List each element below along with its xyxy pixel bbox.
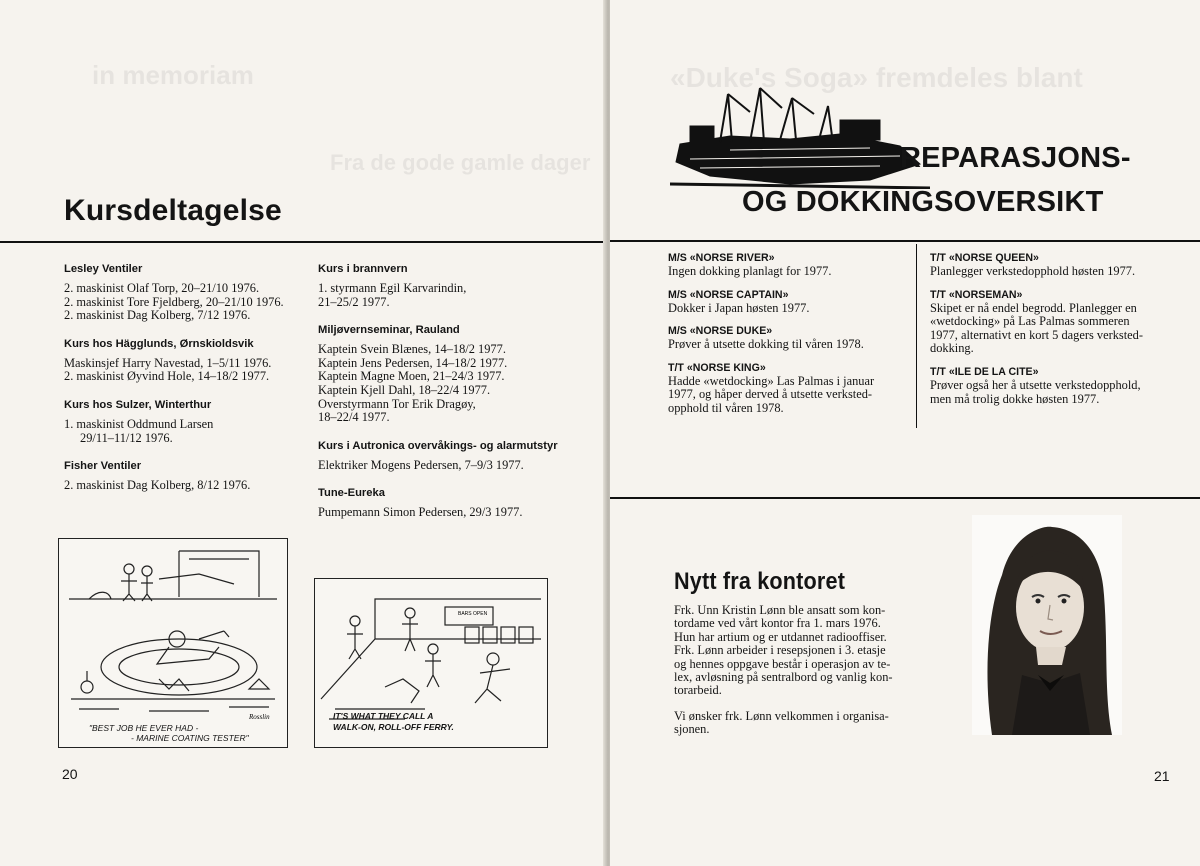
section-line: 2. maskinist Dag Kolberg, 7/12 1976. [64, 308, 251, 323]
title-rule [610, 240, 1200, 242]
section-title: Kurs i Autronica overvåkings- og alarmutstyr [318, 439, 558, 452]
right-page [610, 0, 1200, 866]
section [318, 262, 558, 309]
section-line: 1. styrmann Egil Karvarindin, [318, 281, 467, 295]
section-title: T/T «NORSE QUEEN» [930, 252, 1039, 264]
section-title: M/S «NORSE CAPTAIN» [668, 288, 789, 301]
employee-portrait [972, 515, 1122, 735]
paragraph-line: tordame ved vårt kontor fra 1. mars 1976. [674, 616, 881, 631]
section-line: «wetdocking» på Las Palmas sommeren [930, 314, 1130, 329]
ship-list-right [930, 252, 1190, 416]
cartoon-pool-drawing [59, 539, 287, 747]
section-line: Ingen dokking planlagt for 1977. [668, 264, 832, 278]
dock-illustration [670, 84, 930, 189]
section [930, 366, 1190, 406]
paragraph-line: torarbeid. [674, 683, 722, 698]
section-title: Fisher Ventiler [64, 460, 142, 473]
cartoon-ferry-caption-2: WALK-ON, ROLL-OFF FERRY. [333, 722, 454, 732]
section-line: 2. maskinist Dag Kolberg, 8/12 1976. [64, 478, 251, 493]
page-title: Kursdeltagelse [64, 194, 282, 227]
cartoon-pool [58, 538, 288, 748]
page-number-left: 20 [62, 766, 78, 782]
section-line: 1. maskinist Oddmund Larsen [64, 416, 214, 431]
portrait-drawing [972, 515, 1122, 735]
page-number-right: 21 [1154, 768, 1170, 784]
office-news-title: Nytt fra kontoret [674, 568, 846, 595]
section-line: Kaptein Svein Blænes, 14–18/2 1977. [318, 342, 506, 357]
section-title: Miljøvernseminar, Rauland [318, 324, 460, 337]
section-line: 18–22/4 1977. [318, 410, 390, 425]
cartoon-pool-caption-2: - MARINE COATING TESTER" [131, 733, 249, 743]
course-column-1 [64, 262, 314, 507]
show-through-text: «Duke's Soga» fremdeles blant [670, 62, 1083, 93]
section [930, 289, 1190, 356]
section [668, 325, 916, 352]
section-line: 1977, og håper derved å utsette verksted- [668, 387, 873, 402]
page-title-line-2: OG DOKKINGSOVERSIKT [742, 186, 1104, 218]
paragraph-line: Hun har artium og er utdannet radiooffiser. [674, 629, 887, 644]
section-line: 2. maskinist Olaf Torp, 20–21/10 1976. [64, 281, 260, 295]
section-line: Overstyrmann Tor Erik Dragøy, [318, 396, 476, 411]
section-title: Tune-Eureka [318, 487, 385, 500]
section-line: Maskinsjef Harry Navestad, 1–5/11 1976. [64, 355, 272, 370]
section-title: Kurs hos Hägglunds, Ørnskioldsvik [64, 337, 254, 350]
section-line: dokking. [930, 341, 974, 356]
section-line: 21–25/2 1977. [318, 294, 390, 309]
section [318, 439, 558, 473]
section-line: 2. maskinist Øyvind Hole, 14–18/2 1977. [64, 369, 270, 384]
cartoon-signature: Rosslin [249, 713, 270, 721]
section-line: Prøver også her å utsette verkstedopphold, [930, 377, 1141, 392]
office-paragraph-2 [674, 710, 954, 737]
column-divider [916, 244, 917, 428]
paragraph-line: Vi ønsker frk. Lønn velkommen i organisa- [674, 708, 889, 723]
office-paragraph-1 [674, 604, 954, 698]
office-news-body [674, 604, 954, 749]
section-title: T/T «NORSEMAN» [930, 288, 1023, 301]
paragraph-line: sjonen. [674, 722, 710, 737]
section [64, 337, 314, 384]
section-line: 2. maskinist Tore Fjeldberg, 20–21/10 1976. [64, 294, 284, 309]
section [668, 362, 916, 416]
section [668, 289, 916, 316]
section-line: Planlegger verkstedopphold høsten 1977. [930, 264, 1136, 278]
section-line: 1977, alternativt en kort 5 dagers verksted- [930, 327, 1143, 342]
section-title: Kurs hos Sulzer, Winterthur [64, 398, 212, 411]
section-line: Kaptein Jens Pedersen, 14–18/2 1977. [318, 355, 508, 370]
section [318, 323, 558, 425]
cartoon-ferry-caption-1: IT'S WHAT THEY CALL A [333, 711, 434, 721]
section-line: Skipet er nå endel begrodd. Planlegger en [930, 300, 1137, 315]
section-line: men må trolig dokke høsten 1977. [930, 391, 1100, 406]
paragraph-line: og hennes oppgave består i operasjon av te- [674, 656, 891, 671]
section-line: Kaptein Kjell Dahl, 18–22/4 1977. [318, 382, 491, 397]
section-title: T/T «NORSE KING» [668, 361, 766, 374]
paragraph-line: Frk. Unn Kristin Lønn ble ansatt som kon- [674, 603, 886, 617]
paragraph-line: lex, avløsning på sentralbord og vanlig kon- [674, 670, 893, 685]
section-line: Dokker i Japan høsten 1977. [668, 300, 810, 315]
cartoon-ferry [314, 578, 548, 748]
course-column-2 [318, 262, 558, 534]
page-title-line-1: REPARASJONS- [900, 142, 1131, 174]
paragraph-line: Frk. Lønn arbeider i resepsjonen i 3. etasje [674, 643, 886, 658]
show-through-text: Fra de gode gamle dager [330, 150, 591, 175]
ship-list-left [668, 252, 916, 426]
section [64, 262, 314, 323]
section-line: Hadde «wetdocking» Las Palmas i januar [668, 373, 875, 388]
section [668, 252, 916, 279]
section-title: M/S «NORSE DUKE» [668, 325, 773, 338]
section [64, 398, 314, 445]
section [64, 459, 314, 493]
ferry-bar-sign: BARS OPEN [458, 611, 488, 617]
section-title: Lesley Ventiler [64, 263, 143, 275]
section-rule [610, 497, 1200, 499]
section-line: 29/11–11/12 1976. [80, 430, 173, 445]
section-line: Prøver å utsette dokking til våren 1978. [668, 337, 864, 352]
section-line: Kaptein Magne Moen, 21–24/3 1977. [318, 369, 505, 384]
section-title: M/S «NORSE RIVER» [668, 252, 775, 264]
section [930, 252, 1190, 279]
title-rule [0, 241, 606, 243]
section [318, 486, 558, 520]
show-through-text: in memoriam [92, 60, 254, 90]
section-title: T/T «ILE DE LA CITE» [930, 365, 1039, 378]
section-title: Kurs i brannvern [318, 263, 408, 275]
section-line: Pumpemann Simon Pedersen, 29/3 1977. [318, 505, 523, 520]
cartoon-pool-caption-1: "BEST JOB HE EVER HAD - [89, 723, 199, 733]
section-line: opphold til våren 1978. [668, 400, 784, 415]
section-line: Elektriker Mogens Pedersen, 7–9/3 1977. [318, 457, 524, 472]
